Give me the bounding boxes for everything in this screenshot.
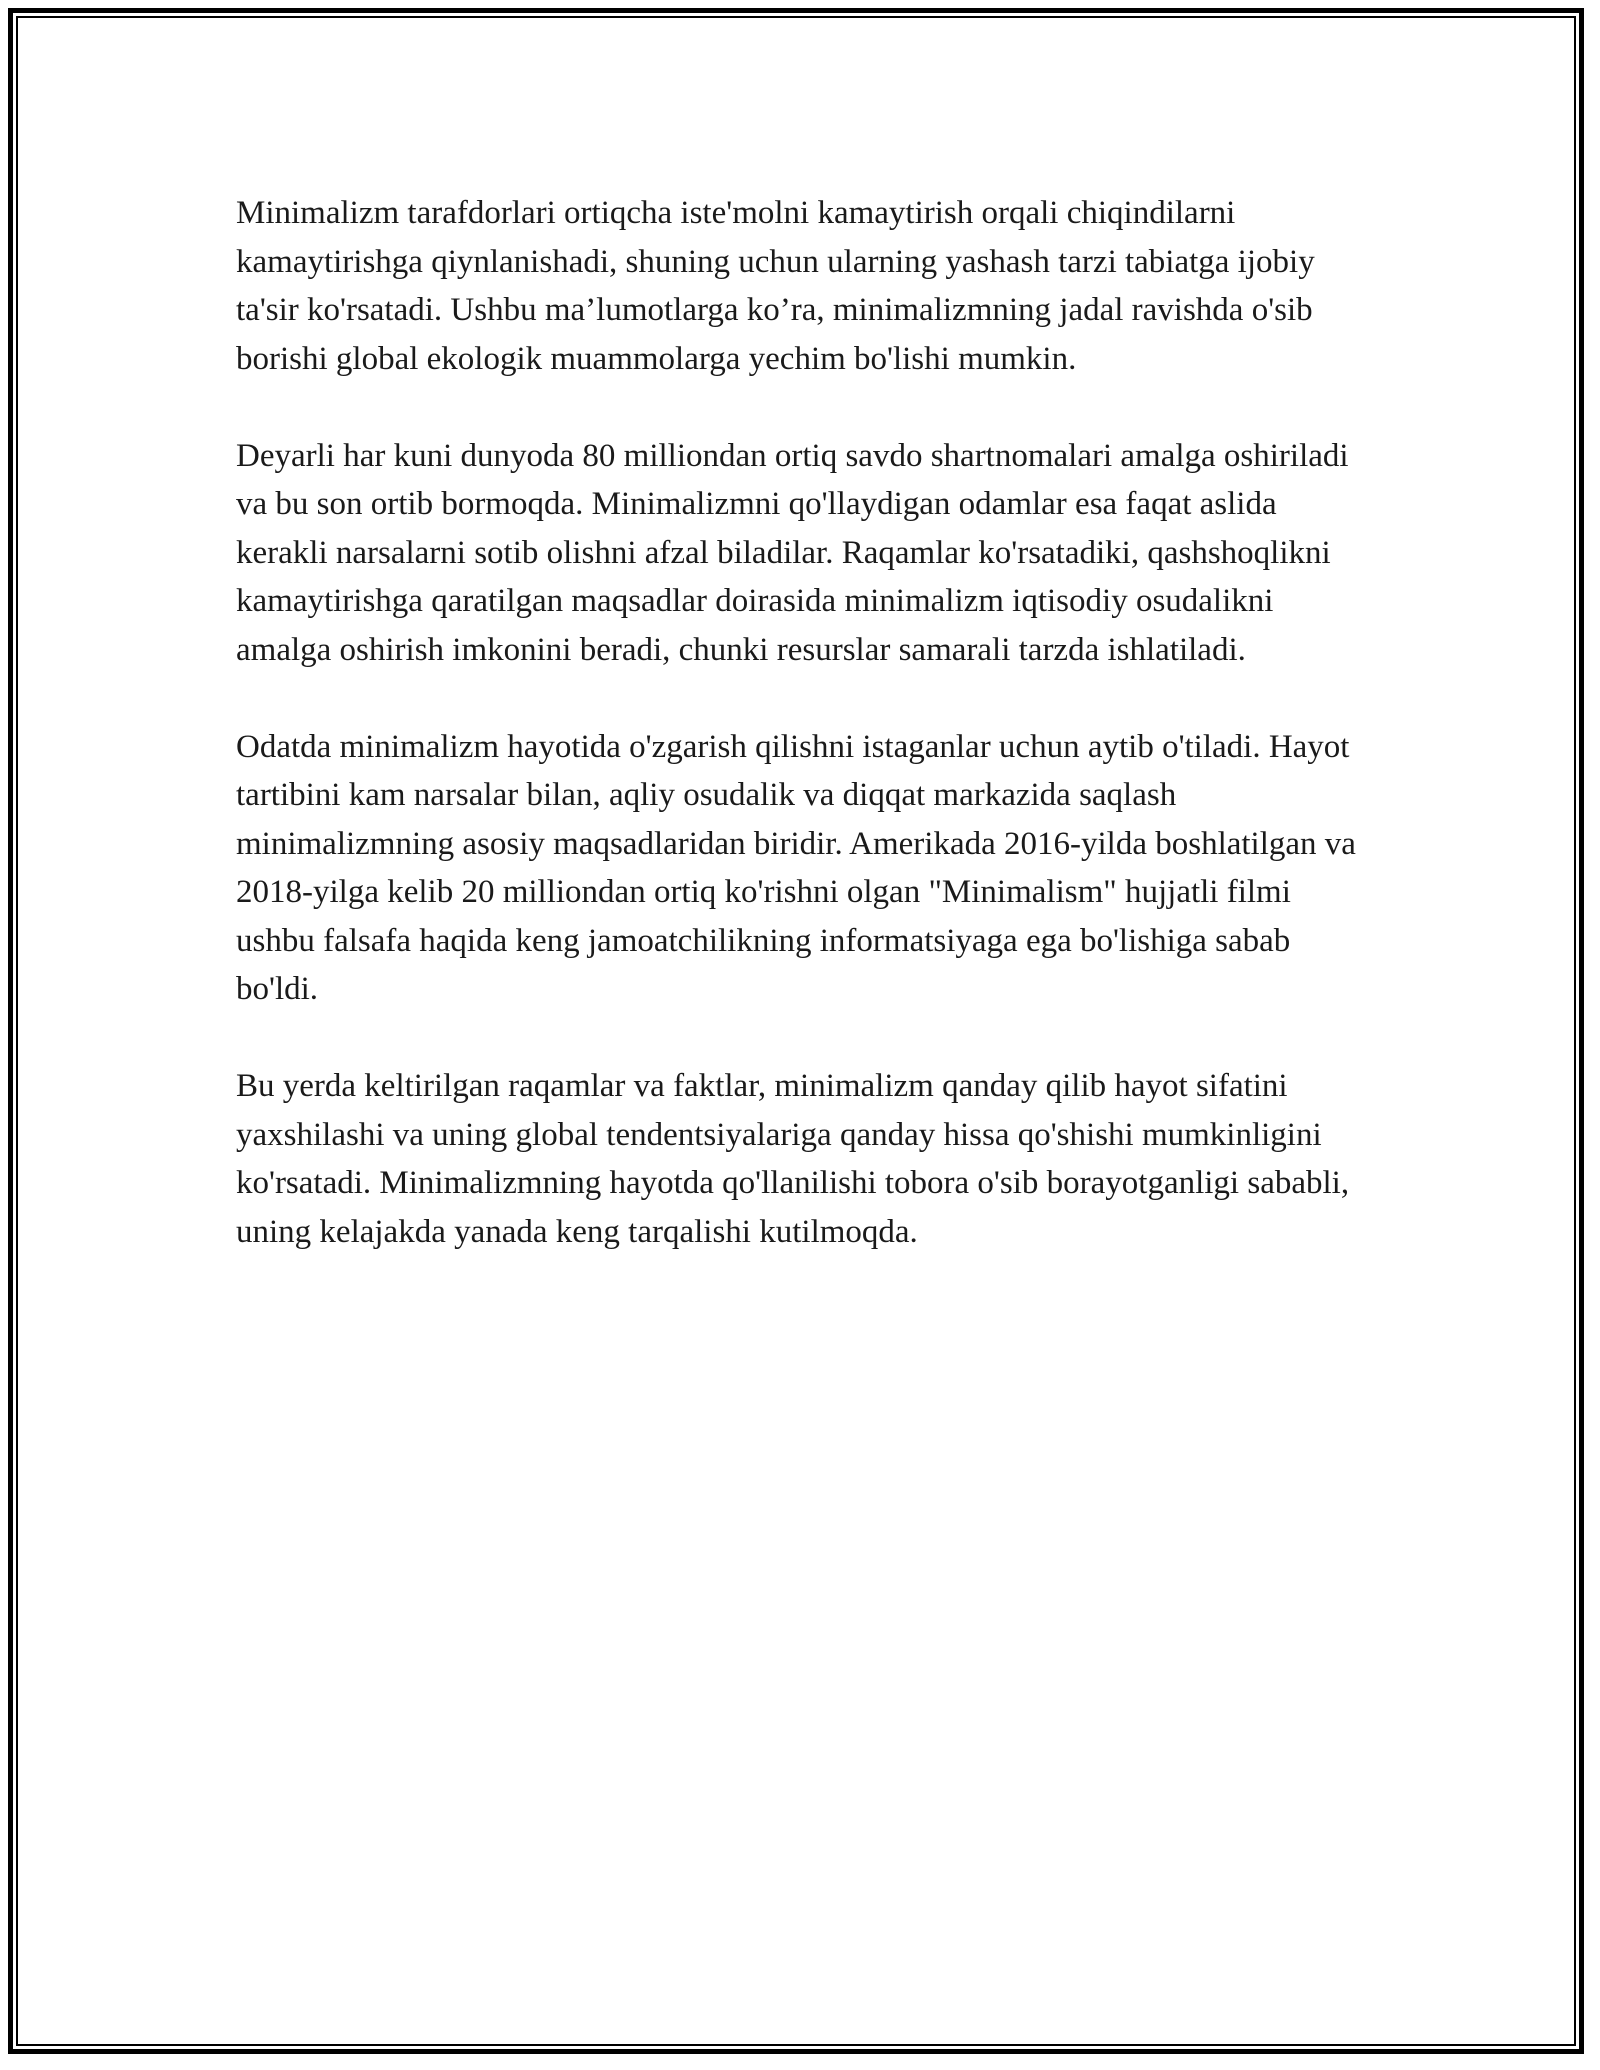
paragraph-2: Deyarli har kuni dunyoda 80 milliondan ortiq savdo shartnomalari amalga oshiriladi va bu son ortib bormoqda. Minimalizmni qo'llaydigan odamlar esa faqat aslida kerakli narsalarni sotib olishni afzal biladilar. Raqamlar ko'rsatadiki, qashshoqlikni kamaytirishga qaratilgan maqsadlar doirasida minimalizm iqtisodiy osudalikni amalga oshirish imkonini beradi, chunki resurslar samarali tarzda ishlatiladi. [236, 437, 1349, 668]
document-body [236, 189, 1366, 1305]
paragraph-4: Bu yerda keltirilgan raqamlar va faktlar, minimalizm qanday qilib hayot sifatini yaxshilashi va uning global tendentsiyalariga qanday hissa qo'shishi mumkinligini ko'rsatadi. Minimalizmning hayotda qo'llanilishi tobora o'sib borayotganligi sababli, uning kelajakda yanada keng tarqalishi kutilmoqda. [236, 1068, 1350, 1250]
paragraph-3: Odatda minimalizm hayotida o'zgarish qilishni istaganlar uchun aytib o'tiladi. Hayot tartibini kam narsalar bilan, aqliy osudalik va diqqat markazida saqlash minimalizmning asosiy maqsadlaridan biridir. Amerikada 2016-yilda boshlatilgan va 2018-yilga kelib 20 milliondan ortiq ko'rishni olgan "Minimalism" hujjatli filmi ushbu falsafa haqida keng jamoatchilikning informatsiyaga ega bo'lishiga sabab bo'ldi. [236, 728, 1356, 1007]
paragraph-1: Minimalizm tarafdorlari ortiqcha iste'molni kamaytirish orqali chiqindilarni kamaytirishga qiynlanishadi, shuning uchun ularning yashash tarzi tabiatga ijobiy ta'sir ko'rsatadi. Ushbu ma’lumotlarga ko’ra, minimalizmning jadal ravishda o'sib borishi global ekologik muammolarga yechim bo'lishi mumkin. [236, 195, 1315, 377]
